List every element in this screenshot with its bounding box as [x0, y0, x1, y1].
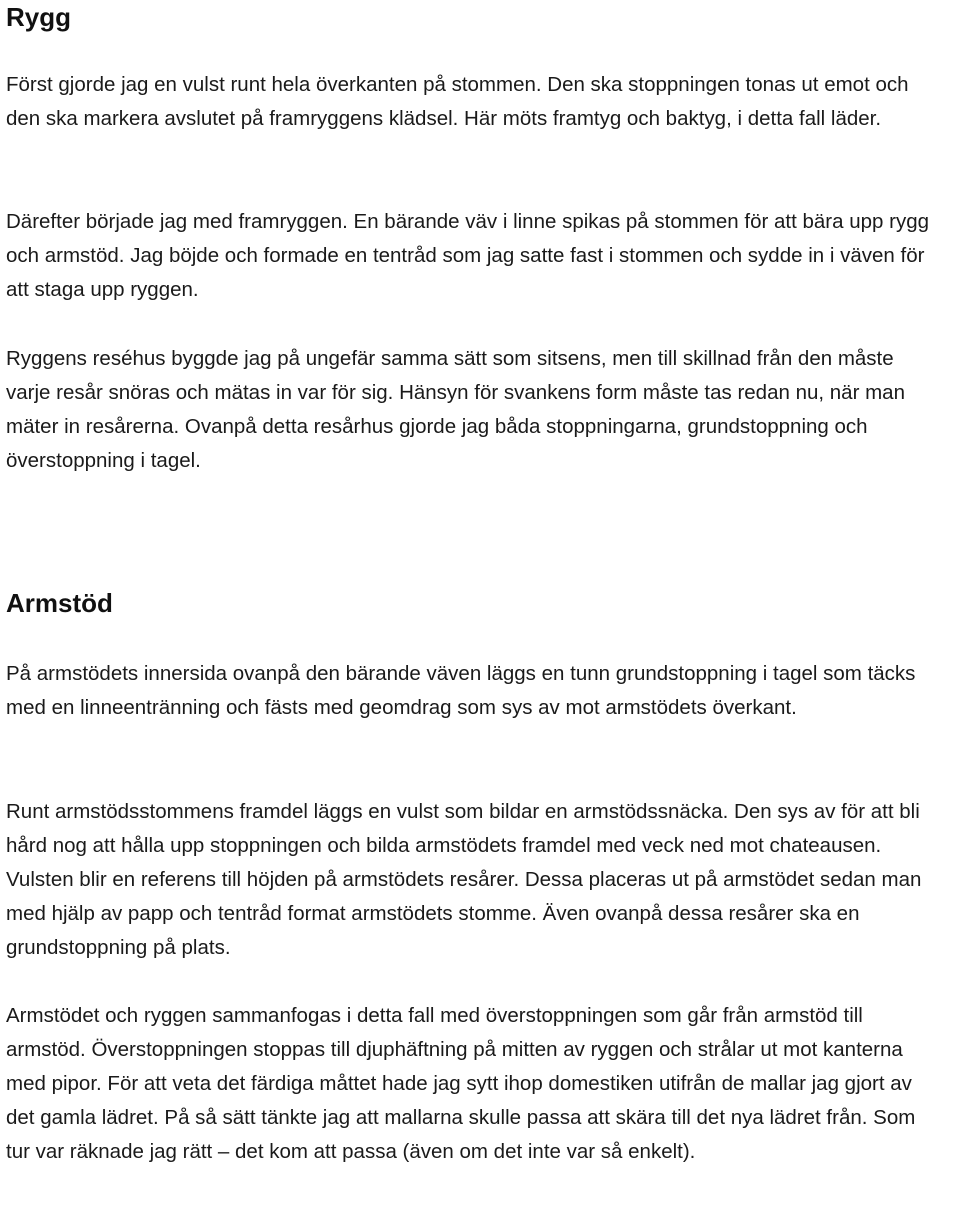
paragraph-armstod-3: Armstödet och ryggen sammanfogas i detta fall med överstoppningen som går från armstöd till armstöd. Överstoppningen stoppas till djuphäftning på mitten av ryggen och strålar ut mot kanterna med pipor. För att veta det färdiga måttet hade jag sytt ihop domestiken utifrån de mallar jag gjort av det gamla lädret. På så sätt tänkte jag att mallarna skulle passa att skära till det nya lädret från. Som tur var räknade jag rätt – det kom att passa (även om det inte var så enkelt). — [6, 1004, 916, 1163]
paragraph-rygg-2: Därefter började jag med framryggen. En bärande väv i linne spikas på stommen för att bära upp rygg och armstöd. Jag böjde och formade en tentråd som jag satte fast i stommen och sydde in i väven för att staga upp ryggen. — [6, 210, 929, 301]
paragraph-armstod-1: På armstödets innersida ovanpå den bärande väven läggs en tunn grundstoppning i tagel som täcks med en linneentränning och fästs med geomdrag som sys av mot armstödets överkant. — [6, 662, 916, 719]
paragraph-rygg-1: Först gjorde jag en vulst runt hela överkanten på stommen. Den ska stoppningen tonas ut emot och den ska markera avslutet på framryggens klädsel. Här möts framtyg och baktyg, i detta fall läder. — [6, 73, 909, 130]
paragraph-rygg-3: Ryggens reséhus byggde jag på ungefär samma sätt som sitsens, men till skillnad från den måste varje resår snöras och mätas in var för sig. Hänsyn för svankens form måste tas redan nu, när man mäter in resårerna. Ovanpå detta resårhus gjorde jag båda stoppningarna, grundstoppning och överstoppning i tagel. — [6, 347, 905, 472]
paragraph-armstod-2: Runt armstödsstommens framdel läggs en vulst som bildar en armstödssnäcka. Den sys av för att bli hård nog att hålla upp stoppningen och bilda armstödets framdel med veck ned mot chateausen. Vulsten blir en referens till höjden på armstödets resårer. Dessa placeras ut på armstödet sedan man med hjälp av papp och tentråd format armstödets stomme. Även ovanpå dessa resårer ska en grundstoppning på plats. — [6, 800, 922, 959]
section-title-rygg: Rygg — [6, 2, 71, 32]
section-title-armstod: Armstöd — [6, 588, 113, 618]
